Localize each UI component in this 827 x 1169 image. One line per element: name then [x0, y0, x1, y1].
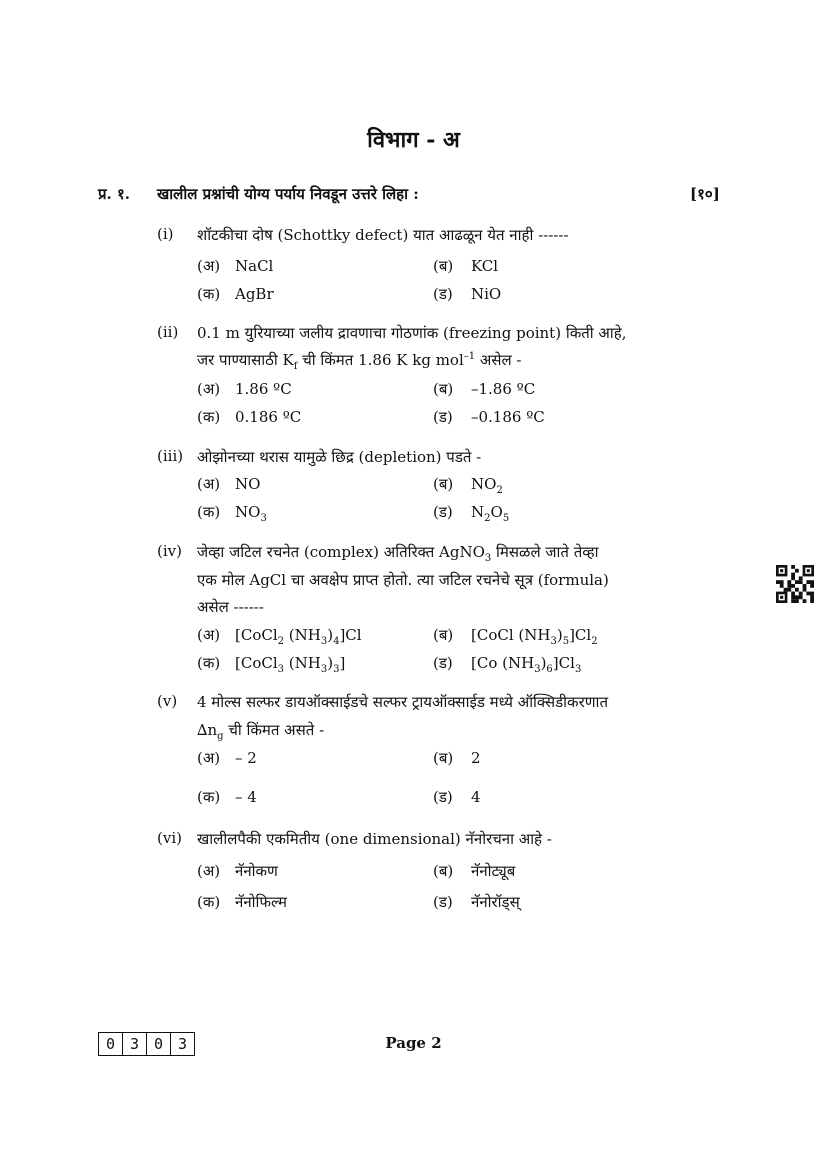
subquestion-number: (ii) — [157, 323, 179, 341]
option-d: (ड) NiO — [433, 285, 502, 303]
option-a: (अ) नॅनोकण — [197, 862, 278, 880]
subquestion-text: खालीलपैकी एकमितीय (one dimensional) नॅनोरचना आहे - — [197, 830, 552, 848]
option-c: (क) – 4 — [197, 788, 257, 806]
page-number: Page 2 — [385, 1034, 442, 1052]
subquestion-text: जेव्हा जटिल रचनेत (complex) अतिरिक्त AgNO$_3$ मिसळले जाते तेव्हा — [197, 543, 599, 564]
option-a: (अ) 1.86 ºC — [197, 380, 292, 398]
option-b: (ब) नॅनोट्यूब — [433, 862, 516, 880]
subquestion-text: ओझोनच्या थरास यामुळे छिद्र (depletion) पडते - — [197, 448, 482, 466]
subquestion-text: 4 मोल्स सल्फर डायऑक्साईडचे सल्फर ट्रायऑक्साईड मध्ये ऑक्सिडीकरणात — [197, 693, 608, 711]
option-b: (ब) 2 — [433, 749, 481, 767]
subquestion-number: (i) — [157, 225, 174, 243]
subquestion-text-line2: $\Delta n_g$ ची किंमत असते - — [197, 721, 325, 742]
subquestion-text-line2: एक मोल AgCl चा अवक्षेप प्राप्त होतो. त्या जटिल रचनेचे सूत्र (formula) — [197, 571, 609, 589]
option-b: (ब) KCl — [433, 257, 499, 275]
paper-code-digit: 3 — [177, 1035, 188, 1053]
option-c: (क) $NO_3$ — [197, 503, 267, 524]
option-b: (ब) [CoCl $(NH_3)_5]Cl_2$ — [433, 626, 598, 647]
option-d: (ड) 4 — [433, 788, 481, 806]
option-c: (क) [CoCl$_3$ $(NH_3)_3$] — [197, 654, 346, 675]
subquestion-number: (vi) — [157, 829, 182, 847]
paper-code-digit: 3 — [123, 1033, 147, 1055]
section-title: विभाग - अ — [367, 127, 460, 153]
subquestion-number: (v) — [157, 692, 178, 710]
option-a: (अ) [CoCl$_2$ $(NH_3)_4]Cl$ — [197, 626, 362, 647]
option-b: (ब) –1.86 ºC — [433, 380, 536, 398]
paper-code-digit: 0 — [147, 1033, 171, 1055]
subquestion-number: (iv) — [157, 542, 182, 560]
option-d: (ड) नॅनोरॉड्स् — [433, 893, 520, 911]
question-marks: [१०] — [690, 185, 720, 203]
option-a: (अ) NaCl — [197, 257, 274, 275]
subquestion-text-line3: असेल ------ — [197, 598, 264, 616]
option-b: (ब) $NO_2$ — [433, 475, 503, 496]
option-d: (ड) –0.186 ºC — [433, 408, 545, 426]
question-number: प्र. १. — [98, 185, 131, 203]
option-c: (क) 0.186 ºC — [197, 408, 302, 426]
option-a: (अ) – 2 — [197, 749, 257, 767]
qr-code-icon — [776, 565, 814, 603]
question-heading: खालील प्रश्नांची योग्य पर्याय निवडून उत्तरे लिहा : — [157, 185, 419, 203]
option-a: (अ) NO — [197, 475, 261, 493]
subquestion-text: 0.1 m युरियाच्या जलीय द्रावणाचा गोठणांक (freezing point) किती आहे, — [197, 324, 627, 342]
subquestion-number: (iii) — [157, 447, 184, 465]
option-d: (ड) $N_2O_5$ — [433, 503, 510, 524]
option-d: (ड) [Co $(NH_3)_6]Cl_3$ — [433, 654, 582, 675]
subquestion-text: शॉटकीचा दोष (Schottky defect) यात आढळून येत नाही ------ — [197, 226, 569, 244]
option-c: (क) नॅनोफिल्म — [197, 893, 288, 911]
paper-code-digit: 0 — [99, 1033, 123, 1055]
subquestion-text-line2: जर पाण्यासाठी $K_f$ ची किंमत 1.86 K kg mol$^{-1}$ असेल - — [197, 351, 522, 372]
option-c: (क) AgBr — [197, 285, 274, 303]
